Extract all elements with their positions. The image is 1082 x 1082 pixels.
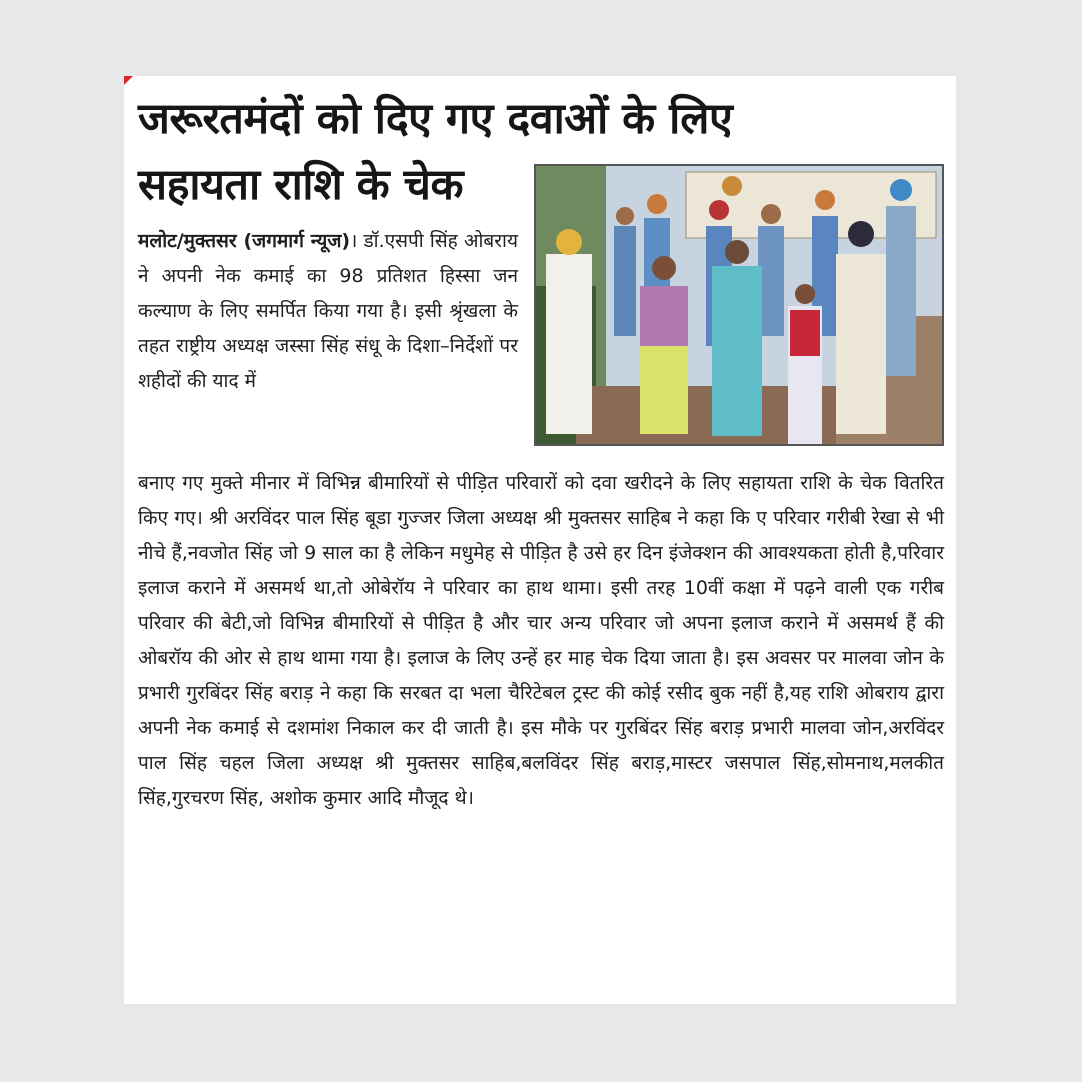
- news-photo: [534, 164, 944, 446]
- news-clipping: [124, 76, 956, 1004]
- article-body-intro: [138, 224, 518, 399]
- red-corner-mark: [124, 76, 133, 85]
- headline-line-2: सहायता राशि के चेक: [138, 160, 463, 210]
- article-body-main: बनाए गए मुक्ते मीनार में विभिन्न बीमारियों से पीड़ित परिवारों को दवा खरीदने के लिए सहायता राशि के चेक वितरित किए गए। श्री अरविंदर पाल सिंह बूडा गुज्जर जिला अध्यक्ष श्री मुक्तसर साहिब ने कहा कि ए परिवार गरीबी रेखा से भी नीचे हैं,नवजोत सिंह जो 9 साल का है लेकिन मधुमेह से पीड़ित है उसे हर दिन इंजेक्शन की आवश्यकता होती है,परिवार इलाज कराने में असमर्थ था,तो ओबेरॉय ने परिवार का हाथ थामा। इसी तरह 10वीं कक्षा में पढ़ने वाली एक गरीब परिवार की बेटी,जो विभिन्न बीमारियों से पीड़ित है और चार अन्य परिवार जो अपना इलाज कराने में असमर्थ हैं की ओबरॉय की ओर से हाथ थामा गया है। इलाज के लिए उन्हें हर माह चेक दिया जाता है। इस अवसर पर मालवा जोन के प्रभारी गुरबिंदर सिंह बराड़ ने कहा कि सरबत दा भला चैरिटेबल ट्रस्ट की कोई रसीद बुक नहीं है,यह राशि ओबराय द्वारा अपनी नेक कमाई से दशमांश निकाल कर दी जाती है। इस मौके पर गुरबिंदर सिंह बराड़ प्रभारी मालवा जोन,अरविंदर पाल सिंह चहल जिला अध्यक्ष श्री मुक्तसर साहिब,बलविंदर सिंह बराड़,मास्टर जसपाल सिंह,सोमनाथ,मलकीत सिंह,गुरचरण सिंह, अशोक कुमार आदि मौजूद थे।: [138, 472, 944, 809]
- intro-text: । डॉ.एसपी सिंह ओबराय ने अपनी नेक कमाई का 98 प्रतिशत हिस्सा जन कल्याण के लिए समर्पित किया गया है। इसी श्रृंखला के तहत राष्ट्रीय अध्यक्ष जस्सा सिंह संधू के दिशा–निर्देशों पर शहीदों की याद में: [138, 230, 518, 392]
- dateline: मलोट/मुक्तसर (जगमार्ग न्यूज): [138, 230, 351, 252]
- group-photo-illustration: [536, 166, 942, 444]
- headline-line-1: जरूरतमंदों को दिए गए दवाओं के लिए: [138, 94, 733, 144]
